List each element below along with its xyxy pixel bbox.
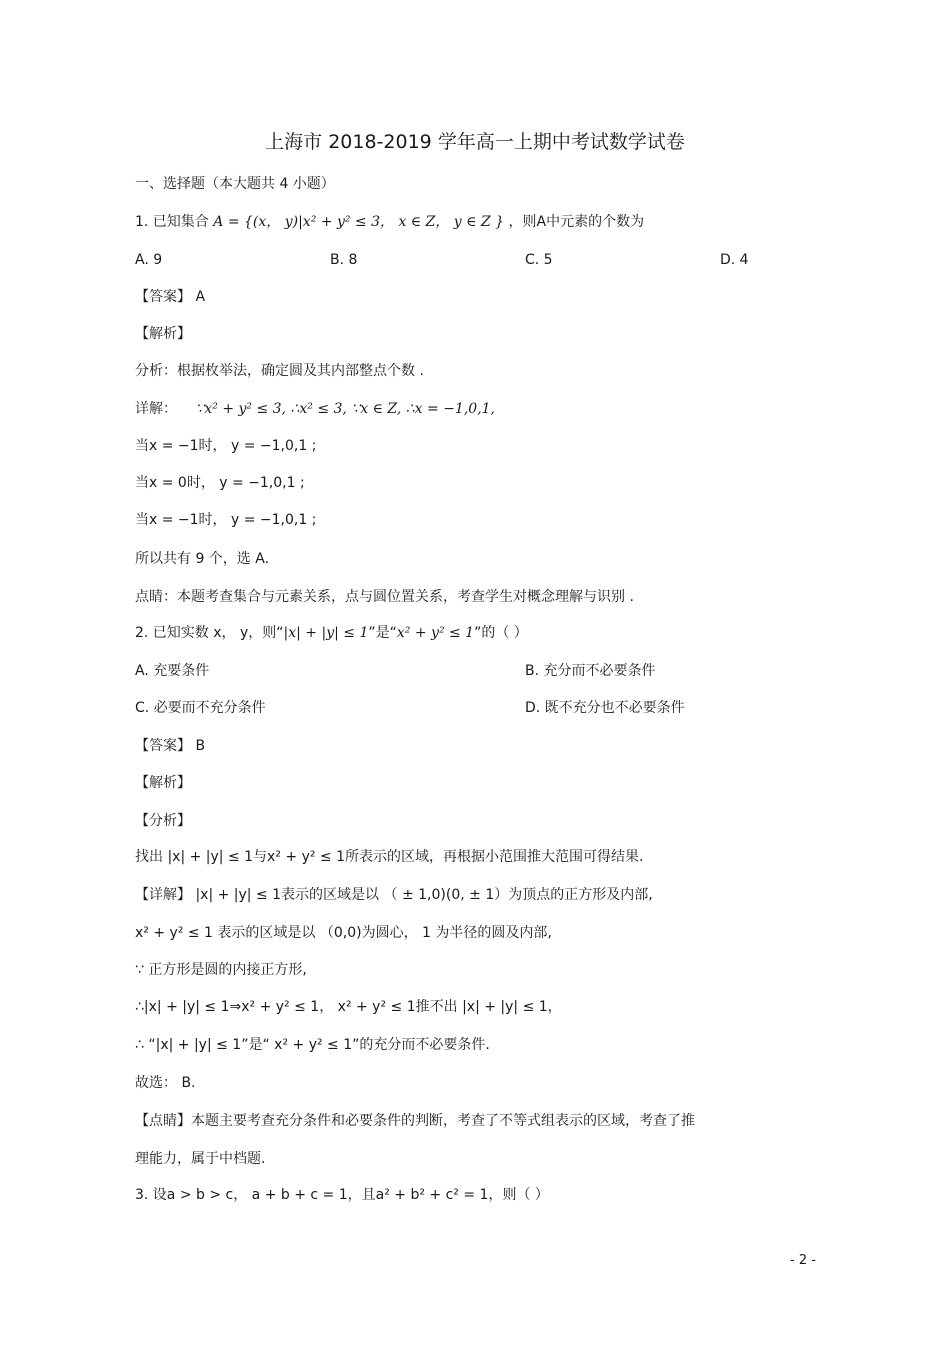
q2-detail-1: 【详解】 |x| + |y| ≤ 1表示的区域是以 （ ± 1,0)(0, ± 1）为顶点的正方形及内部, <box>135 887 653 903</box>
q1-fenxi: 分析：根据枚举法，确定圆及其内部整点个数 . <box>135 363 424 379</box>
q1-stem-math: A = {(x， y)|x² + y² ≤ 3， x ∈ Z， y ∈ Z } <box>213 214 505 230</box>
page-title: 上海市 2018-2019 学年高一上期中考试数学试卷 <box>265 131 685 153</box>
q2-stem-prefix: 2. 已知实数 x， y，则“ <box>135 625 284 641</box>
q1-option-d: D. 4 <box>720 252 749 268</box>
q1-conclusion: 所以共有 9 个，选 A. <box>135 551 270 567</box>
q1-stem-prefix: 1. 已知集合 <box>135 214 209 230</box>
q1-analysis-label: 【解析】 <box>135 326 191 342</box>
q2-answer: 【答案】 B <box>135 738 206 754</box>
section-heading: 一、选择题（本大题共 4 小题） <box>135 176 335 192</box>
q2-option-d: D. 既不充分也不必要条件 <box>525 700 685 716</box>
q2-stem-suffix: ”的（ ） <box>474 625 528 641</box>
q2-option-a: A. 充要条件 <box>135 663 210 679</box>
q1-detail-math: ∵x² + y² ≤ 3, ∴x² ≤ 3, ∵x ∈ Z, ∴x = −1,0,1, <box>195 401 495 417</box>
q2-stem-mid: ”是“ <box>368 625 397 641</box>
q1-case-3: 当x = −1时， y = −1,0,1 ; <box>135 512 317 528</box>
question-3-stem: 3. 设a > b > c， a + b + c = 1，且a² + b² + c² = 1，则（ ） <box>135 1187 549 1203</box>
q1-comment: 点睛：本题考查集合与元素关系，点与圆位置关系，考查学生对概念理解与识别 . <box>135 589 634 605</box>
q2-stem-math-2: x² + y² ≤ 1 <box>396 625 475 641</box>
page-number: - 2 - <box>790 1253 816 1268</box>
q2-option-c: C. 必要而不充分条件 <box>135 700 266 716</box>
q2-detail-2: x² + y² ≤ 1 表示的区域是以 （0,0)为圆心， 1 为半径的圆及内部, <box>135 925 552 941</box>
q1-detail <box>135 399 495 419</box>
q1-answer: 【答案】 A <box>135 289 206 305</box>
q2-detail-3: ∵ 正方形是圆的内接正方形, <box>135 962 307 978</box>
q2-comment-1: 【点睛】本题主要考查充分条件和必要条件的判断，考查了不等式组表示的区域，考查了推 <box>135 1113 695 1129</box>
q2-detail-4: ∴|x| + |y| ≤ 1⇒x² + y² ≤ 1， x² + y² ≤ 1推不出 |x| + |y| ≤ 1， <box>135 999 562 1015</box>
q2-choose: 故选： B. <box>135 1075 196 1091</box>
q2-stem-math-1: |x| + |y| ≤ 1 <box>283 625 369 641</box>
question-2-stem <box>135 623 528 643</box>
q1-option-a: A. 9 <box>135 252 163 268</box>
q2-comment-2: 理能力，属于中档题. <box>135 1151 266 1167</box>
q1-option-b: B. 8 <box>330 252 358 268</box>
q2-fenxi-text: 找出 |x| + |y| ≤ 1与x² + y² ≤ 1所表示的区域，再根据小范围推大范围可得结果. <box>135 849 644 865</box>
q1-detail-label: 详解： <box>135 401 177 417</box>
q1-stem-suffix: ，则A中元素的个数为 <box>508 214 645 230</box>
q1-case-1: 当x = −1时， y = −1,0,1 ; <box>135 438 317 454</box>
q1-case-2: 当x = 0时， y = −1,0,1 ; <box>135 475 305 491</box>
question-1-stem <box>135 212 644 232</box>
q1-option-c: C. 5 <box>525 252 553 268</box>
q2-option-b: B. 充分而不必要条件 <box>525 663 656 679</box>
q2-analysis-label: 【解析】 <box>135 775 191 791</box>
q2-fenxi-label: 【分析】 <box>135 813 191 829</box>
q2-detail-5: ∴ “|x| + |y| ≤ 1”是“ x² + y² ≤ 1”的充分而不必要条件. <box>135 1037 490 1053</box>
